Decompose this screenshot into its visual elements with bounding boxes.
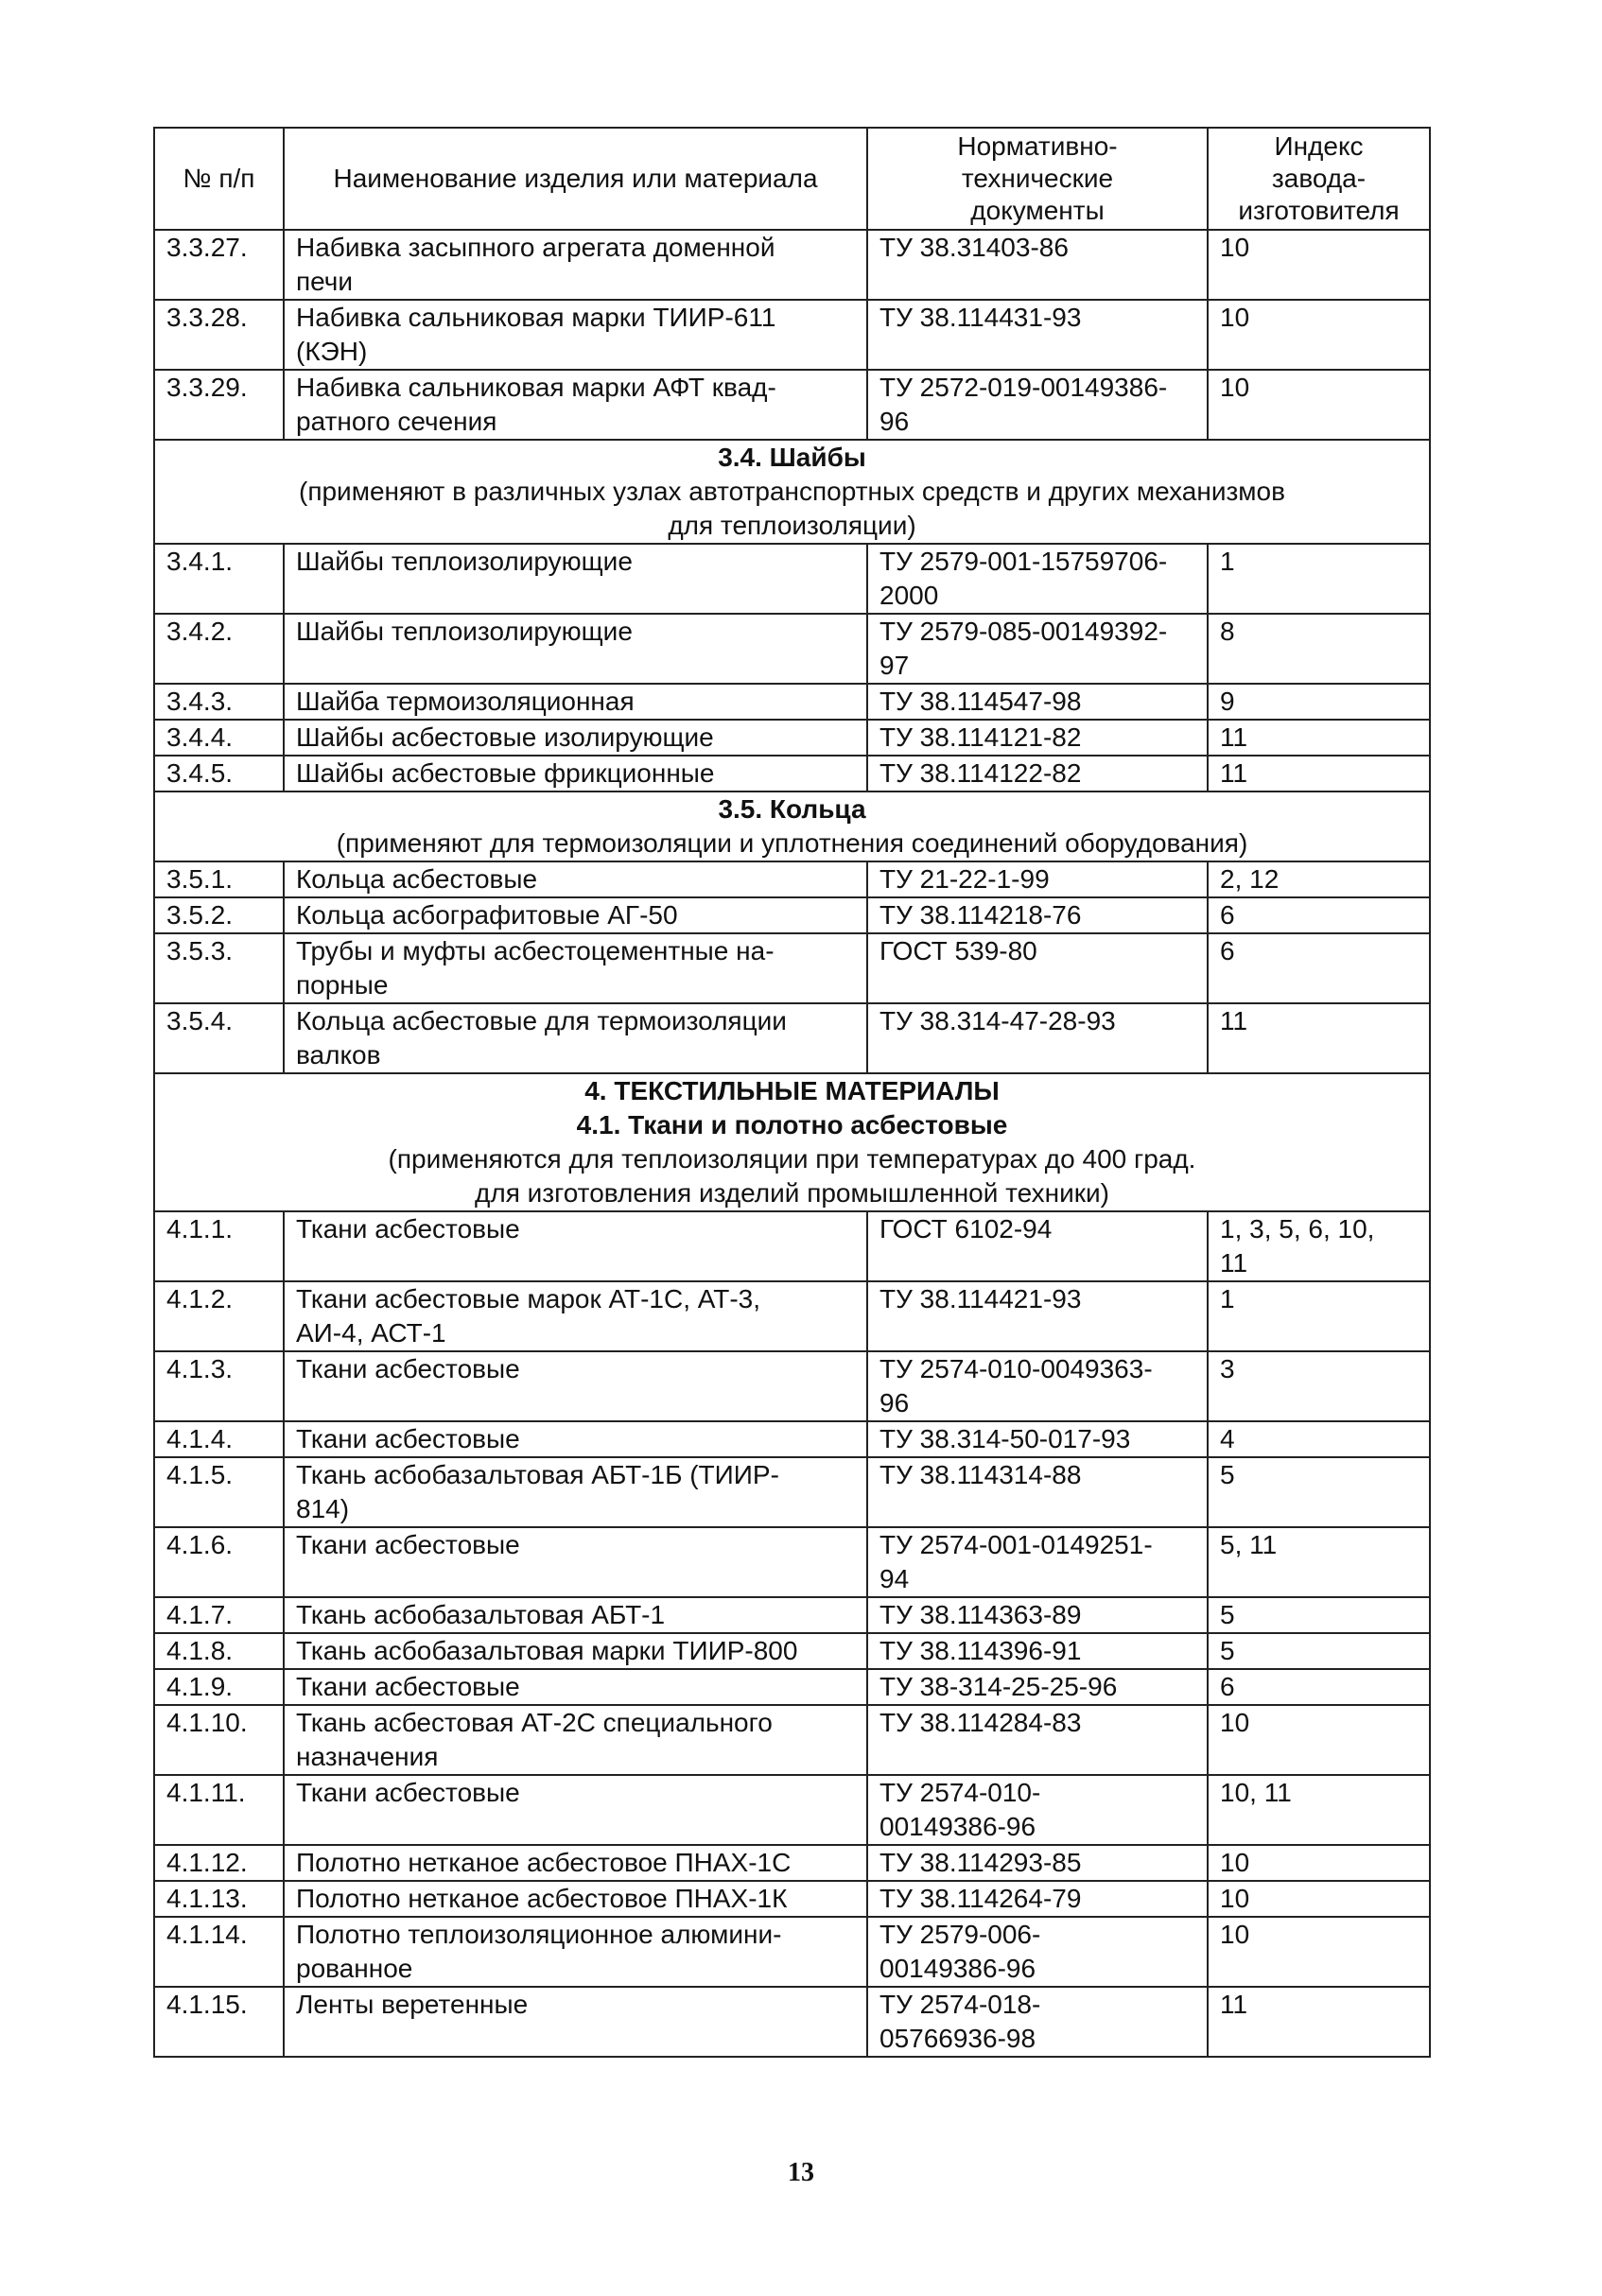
standard-document: ГОСТ 6102-94: [867, 1211, 1208, 1281]
section-note: (применяются для теплоизоляции при температурах до 400 град. для изготовления изделий промышленной техники): [388, 1144, 1196, 1208]
row-number: 4.1.4.: [154, 1421, 284, 1457]
factory-index: 1, 3, 5, 6, 10, 11: [1208, 1211, 1430, 1281]
standard-document: ТУ 38.314-50-017-93: [867, 1421, 1208, 1457]
header-factory-index: Индекс завода- изготовителя: [1208, 128, 1430, 230]
item-name: Шайба термоизоляционная: [284, 684, 867, 720]
row-number: 3.5.3.: [154, 933, 284, 1003]
factory-index: 10: [1208, 1917, 1430, 1987]
table-row: [154, 544, 1430, 614]
row-number: 4.1.15.: [154, 1987, 284, 2057]
standard-document: ТУ 2579-001-15759706- 2000: [867, 544, 1208, 614]
factory-index: 8: [1208, 614, 1430, 684]
row-number: 4.1.7.: [154, 1597, 284, 1633]
factory-index: 10, 11: [1208, 1775, 1430, 1845]
item-name: Полотно нетканое асбестовое ПНАХ-1К: [284, 1881, 867, 1917]
table-row: [154, 1421, 1430, 1457]
standard-document: ТУ 38.114264-79: [867, 1881, 1208, 1917]
standard-document: ТУ 2574-001-0149251- 94: [867, 1527, 1208, 1597]
table-row: [154, 684, 1430, 720]
table-row: [154, 756, 1430, 791]
standard-document: ТУ 2574-010- 00149386-96: [867, 1775, 1208, 1845]
section-title: 3.4. Шайбы: [718, 443, 866, 472]
item-name: Трубы и муфты асбестоцементные на- порные: [284, 933, 867, 1003]
factory-index: 5: [1208, 1633, 1430, 1669]
item-name: Ткани асбестовые: [284, 1775, 867, 1845]
standard-document: ТУ 38.114314-88: [867, 1457, 1208, 1527]
item-name: Ткани асбестовые: [284, 1351, 867, 1421]
row-number: 4.1.3.: [154, 1351, 284, 1421]
row-number: 4.1.8.: [154, 1633, 284, 1669]
item-name: Кольца асбографитовые АГ-50: [284, 897, 867, 933]
page-number: 13: [788, 2158, 814, 2187]
factory-index: 5, 11: [1208, 1527, 1430, 1597]
row-number: 3.5.2.: [154, 897, 284, 933]
section-header-row: [154, 1073, 1430, 1211]
row-number: 3.4.3.: [154, 684, 284, 720]
table-row: [154, 720, 1430, 756]
table-row: [154, 1527, 1430, 1597]
standard-document: ТУ 38.114431-93: [867, 300, 1208, 370]
item-name: Набивка сальниковая марки ТИИР-611 (КЭН): [284, 300, 867, 370]
standard-document: ТУ 38.31403-86: [867, 230, 1208, 300]
standard-document: ТУ 38.114121-82: [867, 720, 1208, 756]
header-number: № п/п: [154, 128, 284, 230]
header-document: Нормативно- технические документы: [867, 128, 1208, 230]
item-name: Ткани асбестовые: [284, 1211, 867, 1281]
item-name: Ткани асбестовые марок АТ-1С, АТ-3, АИ-4, АСТ-1: [284, 1281, 867, 1351]
item-name: Шайбы асбестовые изолирующие: [284, 720, 867, 756]
item-name: Ткани асбестовые: [284, 1421, 867, 1457]
section-note: (применяют для термоизоляции и уплотнения соединений оборудования): [336, 828, 1248, 858]
table-header-row: [154, 128, 1430, 230]
standard-document: ТУ 2574-010-0049363- 96: [867, 1351, 1208, 1421]
table-row: [154, 370, 1430, 440]
item-name: Ткань асбобазальтовая АБТ-1: [284, 1597, 867, 1633]
row-number: 3.4.2.: [154, 614, 284, 684]
table-row: [154, 230, 1430, 300]
row-number: 3.4.5.: [154, 756, 284, 791]
table-row: [154, 1845, 1430, 1881]
factory-index: 2, 12: [1208, 861, 1430, 897]
section-header: [154, 440, 1430, 544]
table-row: [154, 300, 1430, 370]
factory-index: 10: [1208, 1705, 1430, 1775]
factory-index: 10: [1208, 300, 1430, 370]
item-name: Ткань асбестовая АТ-2С специального назначения: [284, 1705, 867, 1775]
table-row: [154, 1457, 1430, 1527]
factory-index: 5: [1208, 1457, 1430, 1527]
standard-document: ТУ 38.114293-85: [867, 1845, 1208, 1881]
item-name: Шайбы асбестовые фрикционные: [284, 756, 867, 791]
item-name: Набивка засыпного агрегата доменной печи: [284, 230, 867, 300]
item-name: Ткань асбобазальтовая АБТ-1Б (ТИИР- 814): [284, 1457, 867, 1527]
factory-index: 11: [1208, 1987, 1430, 2057]
row-number: 3.3.28.: [154, 300, 284, 370]
table-row: [154, 1775, 1430, 1845]
factory-index: 10: [1208, 370, 1430, 440]
table-row: [154, 1881, 1430, 1917]
row-number: 4.1.14.: [154, 1917, 284, 1987]
standard-document: ТУ 38.114363-89: [867, 1597, 1208, 1633]
row-number: 4.1.12.: [154, 1845, 284, 1881]
standard-document: ТУ 38.314-47-28-93: [867, 1003, 1208, 1073]
row-number: 4.1.9.: [154, 1669, 284, 1705]
factory-index: 1: [1208, 1281, 1430, 1351]
row-number: 4.1.6.: [154, 1527, 284, 1597]
section-note: (применяют в различных узлах автотранспортных средств и других механизмов для теплоизоляции): [299, 477, 1285, 540]
table-row: [154, 933, 1430, 1003]
section-header-row: [154, 791, 1430, 861]
row-number: 4.1.2.: [154, 1281, 284, 1351]
item-name: Полотно теплоизоляционное алюмини- рованное: [284, 1917, 867, 1987]
factory-index: 6: [1208, 1669, 1430, 1705]
row-number: 3.4.1.: [154, 544, 284, 614]
table-row: [154, 1281, 1430, 1351]
standard-document: ТУ 2572-019-00149386- 96: [867, 370, 1208, 440]
row-number: 4.1.10.: [154, 1705, 284, 1775]
section-title: 4. ТЕКСТИЛЬНЫЕ МАТЕРИАЛЫ 4.1. Ткани и полотно асбестовые: [576, 1076, 1008, 1139]
standard-document: ТУ 38.114396-91: [867, 1633, 1208, 1669]
item-name: Шайбы теплоизолирующие: [284, 544, 867, 614]
factory-index: 9: [1208, 684, 1430, 720]
standard-document: ТУ 2579-006- 00149386-96: [867, 1917, 1208, 1987]
item-name: Набивка сальниковая марки АФТ квад- ратного сечения: [284, 370, 867, 440]
row-number: 4.1.11.: [154, 1775, 284, 1845]
standard-document: ТУ 38-314-25-25-96: [867, 1669, 1208, 1705]
section-title: 3.5. Кольца: [718, 794, 866, 824]
factory-index: 3: [1208, 1351, 1430, 1421]
item-name: Шайбы теплоизолирующие: [284, 614, 867, 684]
item-name: Кольца асбестовые: [284, 861, 867, 897]
factory-index: 10: [1208, 230, 1430, 300]
table-row: [154, 1211, 1430, 1281]
table-row: [154, 897, 1430, 933]
table-row: [154, 861, 1430, 897]
row-number: 4.1.5.: [154, 1457, 284, 1527]
table-body: [154, 230, 1430, 2057]
factory-index: 5: [1208, 1597, 1430, 1633]
standard-document: ТУ 38.114547-98: [867, 684, 1208, 720]
factory-index: 10: [1208, 1845, 1430, 1881]
factory-index: 10: [1208, 1881, 1430, 1917]
item-name: Ткань асбобазальтовая марки ТИИР-800: [284, 1633, 867, 1669]
item-name: Ленты веретенные: [284, 1987, 867, 2057]
factory-index: 4: [1208, 1421, 1430, 1457]
standard-document: ТУ 21-22-1-99: [867, 861, 1208, 897]
factory-index: 6: [1208, 897, 1430, 933]
table-row: [154, 1987, 1430, 2057]
row-number: 3.3.27.: [154, 230, 284, 300]
factory-index: 1: [1208, 544, 1430, 614]
row-number: 3.3.29.: [154, 370, 284, 440]
factory-index: 11: [1208, 756, 1430, 791]
row-number: 3.4.4.: [154, 720, 284, 756]
standard-document: ТУ 38.114421-93: [867, 1281, 1208, 1351]
row-number: 3.5.1.: [154, 861, 284, 897]
section-header-row: [154, 440, 1430, 544]
standard-document: ТУ 2579-085-00149392- 97: [867, 614, 1208, 684]
table-row: [154, 1351, 1430, 1421]
table-row: [154, 1669, 1430, 1705]
table-row: [154, 614, 1430, 684]
header-name: Наименование изделия или материала: [284, 128, 867, 230]
item-name: Ткани асбестовые: [284, 1669, 867, 1705]
section-header: [154, 1073, 1430, 1211]
table-row: [154, 1705, 1430, 1775]
section-header: [154, 791, 1430, 861]
standards-table: [153, 127, 1431, 2058]
row-number: 4.1.13.: [154, 1881, 284, 1917]
table-row: [154, 1597, 1430, 1633]
standard-document: ТУ 2574-018- 05766936-98: [867, 1987, 1208, 2057]
item-name: Кольца асбестовые для термоизоляции валков: [284, 1003, 867, 1073]
row-number: 4.1.1.: [154, 1211, 284, 1281]
standard-document: ТУ 38.114122-82: [867, 756, 1208, 791]
table-row: [154, 1633, 1430, 1669]
item-name: Полотно нетканое асбестовое ПНАХ-1С: [284, 1845, 867, 1881]
table-row: [154, 1917, 1430, 1987]
factory-index: 11: [1208, 720, 1430, 756]
standard-document: ТУ 38.114284-83: [867, 1705, 1208, 1775]
factory-index: 11: [1208, 1003, 1430, 1073]
row-number: 3.5.4.: [154, 1003, 284, 1073]
standard-document: ТУ 38.114218-76: [867, 897, 1208, 933]
table-row: [154, 1003, 1430, 1073]
standard-document: ГОСТ 539-80: [867, 933, 1208, 1003]
item-name: Ткани асбестовые: [284, 1527, 867, 1597]
factory-index: 6: [1208, 933, 1430, 1003]
